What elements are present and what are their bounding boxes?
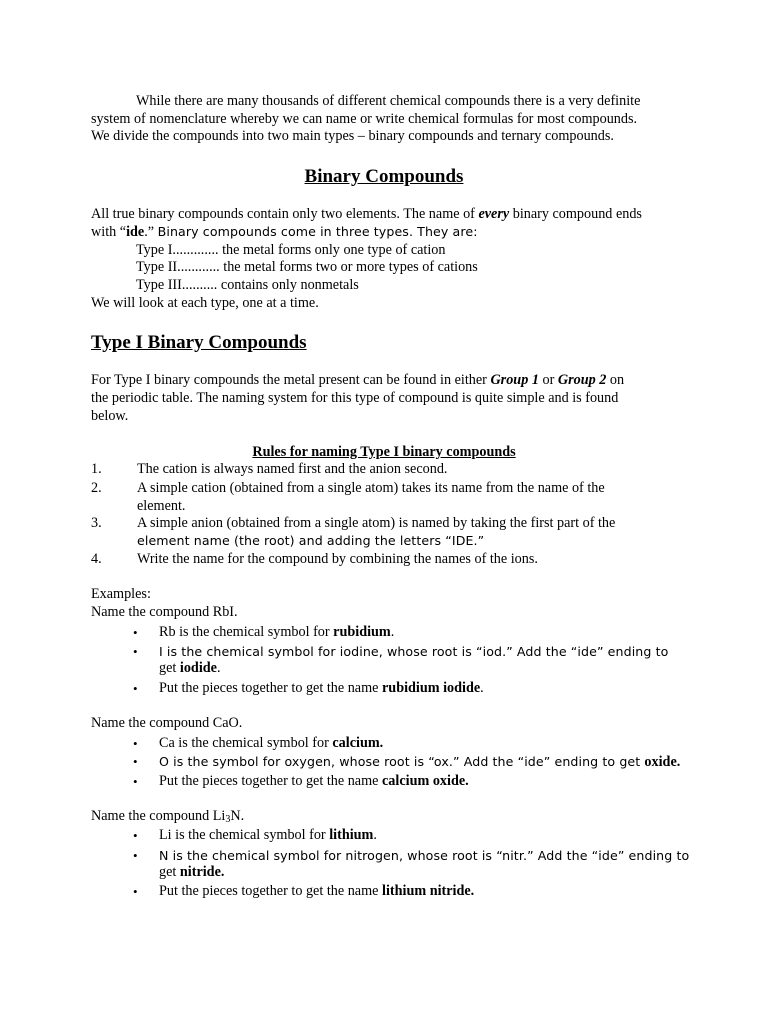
bullet-icon: •: [133, 681, 138, 696]
list-item: [159, 735, 699, 753]
list-item-bold: calcium.: [332, 735, 384, 751]
rule-text: Write the name for the compound by combining the names of the ions.: [137, 551, 538, 567]
list-item: [159, 883, 699, 901]
binary-p2-types-text: Binary compounds come in three types. They are:: [157, 224, 478, 239]
rule-number: 1.: [91, 461, 102, 477]
group-2-emphasis: Group 2: [557, 372, 607, 388]
bullet-icon: •: [133, 884, 138, 899]
list-item-text: Put the pieces together to get the name: [159, 680, 382, 696]
list-item-bold: lithium nitride.: [382, 883, 475, 899]
list-item-continued: [159, 660, 699, 678]
list-item-text: Put the pieces together to get the name: [159, 883, 382, 899]
bullet-icon: •: [133, 644, 138, 659]
list-item-end: .: [390, 624, 395, 640]
list-item-bold: rubidium iodide: [382, 680, 481, 696]
rule-text: The cation is always named first and the anion second.: [137, 461, 448, 477]
bullet-icon: •: [133, 848, 138, 863]
list-item: [159, 624, 699, 642]
example-3-title: [91, 808, 244, 829]
list-item-text: get: [159, 660, 180, 676]
list-item: [159, 773, 699, 791]
list-item-text: O is the symbol for oxygen, whose root is “ox.” Add the “ide” ending to get: [159, 754, 645, 769]
list-item-bold: lithium: [329, 827, 374, 843]
type-i-line: Type I............. the metal forms only one type of cation: [136, 242, 446, 258]
binary-paragraph-line-2: [91, 223, 478, 242]
binary-p2-start: with “: [91, 224, 127, 240]
type-i-p1-text: For Type I binary compounds the metal present can be found in either: [91, 372, 491, 388]
list-item: N is the chemical symbol for nitrogen, whose root is “nitr.” Add the “ide” ending to: [159, 848, 690, 863]
list-item-bold: calcium oxide.: [382, 773, 469, 789]
binary-paragraph-line-1: [91, 206, 642, 224]
binary-p1-text: All true binary compounds contain only two elements. The name of: [91, 206, 479, 222]
type-i-p1-or: or: [538, 372, 558, 388]
group-1-emphasis: Group 1: [490, 372, 539, 388]
list-item-bold: iodide: [179, 660, 217, 676]
bullet-icon: •: [133, 754, 138, 769]
list-item-end: .: [373, 827, 377, 843]
list-item-text: Rb is the chemical symbol for: [159, 624, 334, 640]
intro-line-3: We divide the compounds into two main types – binary compounds and ternary compounds.: [91, 128, 614, 145]
rule-text-continued: element name (the root) and adding the letters “IDE.”: [137, 533, 485, 548]
type-i-paragraph-line-3: below.: [91, 408, 129, 424]
rule-text-continued: element.: [137, 498, 186, 514]
binary-compounds-heading: Binary Compounds: [304, 166, 464, 187]
list-item: [159, 827, 699, 845]
type-i-paragraph-line-2: the periodic table. The naming system for this type of compound is quite simple and is found: [91, 390, 619, 406]
rule-text: A simple cation (obtained from a single atom) takes its name from the name of the: [137, 480, 605, 496]
example-2-title: Name the compound CaO.: [91, 715, 243, 731]
bullet-icon: •: [133, 625, 138, 640]
every-emphasis: every: [478, 206, 510, 222]
example-1-title: Name the compound RbI.: [91, 604, 238, 620]
bullet-icon: •: [133, 828, 138, 843]
type-i-p1-end: on: [606, 372, 625, 388]
rules-heading: Rules for naming Type I binary compounds: [252, 444, 516, 460]
bullet-icon: •: [133, 736, 138, 751]
example-3-title-text: Name the compound Li: [91, 808, 226, 824]
list-item-bold: oxide.: [644, 754, 681, 770]
binary-p2-quote: .”: [144, 224, 158, 240]
rule-number: 3.: [91, 515, 102, 531]
rule-text: A simple anion (obtained from a single atom) is named by taking the first part of the: [137, 515, 616, 531]
rule-number: 4.: [91, 551, 102, 567]
type-iii-line: Type III.......... contains only nonmetals: [136, 277, 359, 293]
bullet-icon: •: [133, 774, 138, 789]
list-item-text: Li is the chemical symbol for: [159, 827, 330, 843]
intro-line-1: While there are many thousands of different chemical compounds there is a very definite: [136, 93, 641, 109]
list-item-text: Put the pieces together to get the name: [159, 773, 382, 789]
subscript: 3: [225, 814, 231, 825]
examples-label: Examples:: [91, 586, 151, 602]
binary-p1-end: binary compound ends: [509, 206, 642, 222]
type-ii-line: Type II............ the metal forms two or more types of cations: [136, 259, 478, 275]
type-i-heading: Type I Binary Compounds: [91, 332, 307, 353]
example-3-title-end: N.: [230, 808, 245, 824]
binary-closing-line: We will look at each type, one at a time.: [91, 295, 319, 311]
list-item-continued: [159, 864, 699, 882]
list-item-bold: nitride.: [179, 864, 225, 880]
list-item: I is the chemical symbol for iodine, whose root is “iod.” Add the “ide” ending to: [159, 644, 669, 659]
list-item-end: .: [480, 680, 484, 696]
list-item-end: .: [216, 660, 221, 676]
list-item: [159, 753, 699, 772]
intro-line-2: system of nomenclature whereby we can name or write chemical formulas for most compounds.: [91, 110, 638, 127]
list-item-text: get: [159, 864, 180, 880]
list-item-text: Ca is the chemical symbol for: [159, 735, 333, 751]
type-i-paragraph-line-1: [91, 372, 624, 390]
list-item-bold: rubidium: [333, 624, 391, 640]
ide-emphasis: ide: [126, 224, 145, 240]
intro-paragraph: [91, 93, 691, 146]
rule-number: 2.: [91, 480, 102, 496]
list-item: [159, 680, 699, 698]
